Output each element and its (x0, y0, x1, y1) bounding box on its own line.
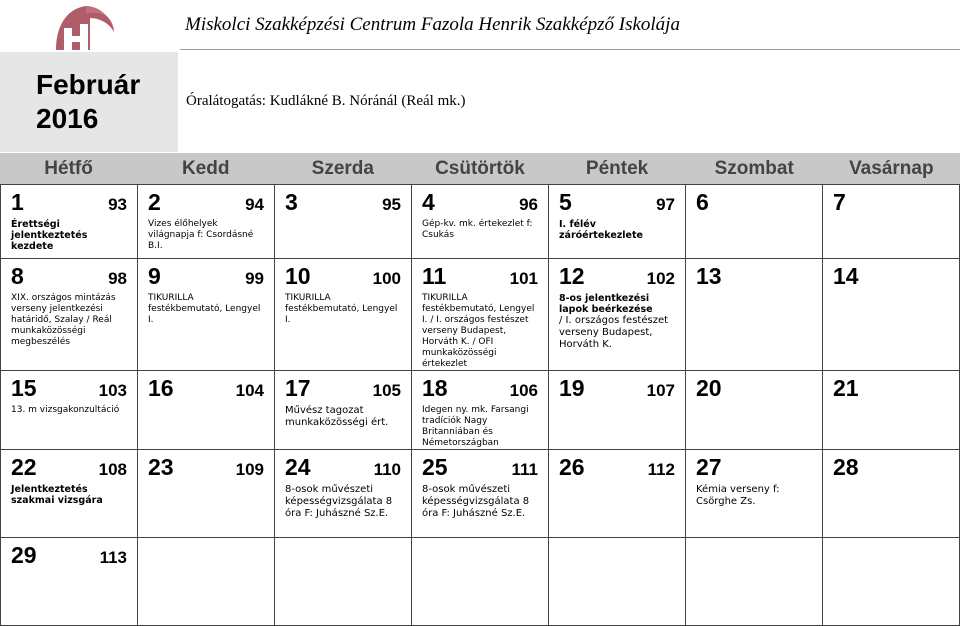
event-text: XIX. országos mintázás verseny jelentkezési határidő, Szalay / Reál munkaközösségi megbeszélés (11, 293, 116, 347)
calendar-day-cell[interactable] (412, 538, 549, 626)
calendar-day-cell[interactable] (823, 450, 960, 538)
school-logo (50, 2, 120, 52)
event-text: Gép-kv. mk. értekezlet f: Csukás (422, 219, 533, 240)
calendar-day-cell[interactable] (275, 259, 412, 371)
school-day-counter: 113 (99, 548, 127, 567)
calendar-day-cell[interactable] (412, 450, 549, 538)
day-number: 10 (285, 263, 311, 289)
day-number: 2 (148, 189, 161, 215)
calendar-day-cell[interactable] (686, 450, 823, 538)
calendar-day-cell[interactable] (1, 185, 138, 259)
calendar-day-cell[interactable] (549, 371, 686, 450)
event-text: Idegen ny. mk. Farsangi tradíciók Nagy Britanniában és Németországban (422, 405, 529, 448)
calendar-week-row (1, 371, 960, 450)
calendar-day-cell[interactable] (549, 259, 686, 371)
weekday-header (0, 153, 960, 184)
event-text: Jelentkeztetés szakmai vizsgára (11, 484, 103, 506)
school-name: Miskolci Szakképzési Centrum Fazola Henrik Szakképző Iskolája (185, 14, 680, 35)
calendar-day-cell[interactable] (823, 259, 960, 371)
day-number: 7 (833, 189, 846, 215)
calendar-day-cell[interactable] (138, 371, 275, 450)
event-text: 8-os jelentkezési lapok beérkezése (559, 293, 653, 315)
event-text: 8-osok művészeti képességvizsgálata 8 óra F: Juhászné Sz.E. (285, 484, 393, 519)
school-day-counter: 110 (373, 460, 401, 479)
day-number: 16 (148, 375, 174, 401)
day-number: 27 (696, 454, 722, 480)
calendar-day-cell[interactable] (1, 259, 138, 371)
day-number: 20 (696, 375, 722, 401)
day-number: 18 (422, 375, 448, 401)
calendar-week-row (1, 185, 960, 259)
calendar-day-cell[interactable] (412, 259, 549, 371)
calendar-day-cell[interactable] (686, 538, 823, 626)
calendar-day-cell[interactable] (275, 450, 412, 538)
weekday-thursday: Csütörtök (435, 158, 525, 179)
calendar-day-cell[interactable] (823, 371, 960, 450)
school-day-counter: 107 (646, 381, 675, 400)
day-number: 1 (11, 189, 24, 215)
school-day-counter: 106 (509, 381, 538, 400)
school-day-counter: 97 (656, 195, 675, 214)
day-number: 14 (833, 263, 859, 289)
day-number: 8 (11, 263, 24, 289)
school-day-counter: 93 (108, 195, 127, 214)
weekday-sunday: Vasárnap (849, 158, 934, 179)
calendar-day-cell[interactable] (138, 185, 275, 259)
weekday-tuesday: Kedd (181, 158, 230, 179)
day-number: 29 (11, 542, 37, 568)
calendar-day-cell[interactable] (1, 371, 138, 450)
calendar-day-cell[interactable] (823, 538, 960, 626)
school-day-counter: 111 (511, 460, 538, 479)
event-text: Művész tagozat munkaközösségi ért. (285, 405, 389, 428)
calendar-week-row (1, 538, 960, 626)
school-day-counter: 112 (647, 460, 675, 479)
day-number: 22 (11, 454, 37, 480)
calendar-day-cell[interactable] (686, 185, 823, 259)
calendar-day-cell[interactable] (1, 450, 138, 538)
month-note: Óralátogatás: Kudlákné B. Nóránál (Reál mk.) (186, 93, 466, 109)
day-number: 24 (285, 454, 311, 480)
calendar-day-cell[interactable] (138, 450, 275, 538)
calendar-day-cell[interactable] (549, 538, 686, 626)
event-text: TIKURILLA festékbemutató, Lengyel I. / I. országos festészet verseny Budapest, Horváth K. / OFI munkaközösségi értekezlet (422, 293, 535, 369)
school-day-counter: 104 (235, 381, 264, 400)
calendar-day-cell[interactable] (275, 185, 412, 259)
school-day-counter: 109 (235, 460, 264, 479)
day-number: 12 (559, 263, 585, 289)
weekday-wednesday: Szerda (311, 158, 374, 179)
day-number: 4 (422, 189, 435, 215)
school-day-counter: 94 (245, 195, 264, 214)
calendar-day-cell[interactable] (138, 538, 275, 626)
school-day-counter: 105 (372, 381, 401, 400)
event-text: 8-osok művészeti képességvizsgálata 8 óra F: Juhászné Sz.E. (422, 484, 530, 519)
day-number: 5 (559, 189, 572, 215)
calendar-day-cell[interactable] (275, 538, 412, 626)
school-day-counter: 96 (519, 195, 538, 214)
calendar-day-cell[interactable] (686, 371, 823, 450)
calendar-week-row (1, 450, 960, 538)
school-day-counter: 103 (98, 381, 127, 400)
day-number: 3 (285, 189, 298, 215)
month-year: 2016 (36, 103, 99, 134)
day-number: 25 (422, 454, 448, 480)
calendar-day-cell[interactable] (275, 371, 412, 450)
event-text: Érettségi jelentkeztetés kezdete (11, 219, 88, 252)
day-number: 26 (559, 454, 585, 480)
event-text: TIKURILLA festékbemutató, Lengyel I. (148, 293, 261, 325)
school-day-counter: 101 (509, 269, 538, 288)
school-day-counter: 99 (245, 269, 264, 288)
event-text: 13. m vizsgakonzultáció (11, 405, 120, 415)
calendar-grid (0, 184, 960, 626)
day-number: 13 (696, 263, 722, 289)
weekday-friday: Péntek (585, 158, 649, 179)
month-name: Február (36, 69, 141, 100)
day-number: 19 (559, 375, 585, 401)
calendar-day-cell[interactable] (1, 538, 138, 626)
event-text: TIKURILLA festékbemutató, Lengyel I. (285, 293, 398, 325)
weekday-saturday: Szombat (714, 158, 794, 179)
day-number: 6 (696, 189, 709, 215)
school-day-counter: 100 (372, 269, 401, 288)
day-number: 28 (833, 454, 859, 480)
school-day-counter: 95 (382, 195, 401, 214)
event-text: Vizes élőhelyek világnapja f: Csordásné B.I. (148, 219, 254, 251)
calendar-day-cell[interactable] (412, 371, 549, 450)
event-text-secondary: / I. országos festészet verseny Budapest, Horváth K. (559, 315, 669, 350)
calendar-day-cell[interactable] (686, 259, 823, 371)
school-day-counter: 108 (98, 460, 127, 479)
calendar-day-cell[interactable] (412, 185, 549, 259)
school-day-counter: 98 (108, 269, 127, 288)
event-text: Kémia verseny f: Csörghe Zs. (696, 484, 780, 507)
calendar-day-cell[interactable] (138, 259, 275, 371)
calendar-week-row (1, 259, 960, 371)
calendar-day-cell[interactable] (549, 450, 686, 538)
day-number: 23 (148, 454, 174, 480)
weekday-monday: Hétfő (44, 158, 93, 179)
month-title (36, 68, 140, 136)
calendar-day-cell[interactable] (823, 185, 960, 259)
day-number: 11 (422, 263, 447, 289)
calendar-day-cell[interactable] (549, 185, 686, 259)
day-number: 17 (285, 375, 311, 401)
day-number: 15 (11, 375, 37, 401)
day-number: 21 (833, 375, 859, 401)
school-day-counter: 102 (646, 269, 675, 288)
header-divider (180, 49, 960, 50)
event-text: I. félév záróértekezlete (559, 219, 643, 241)
day-number: 9 (148, 263, 161, 289)
